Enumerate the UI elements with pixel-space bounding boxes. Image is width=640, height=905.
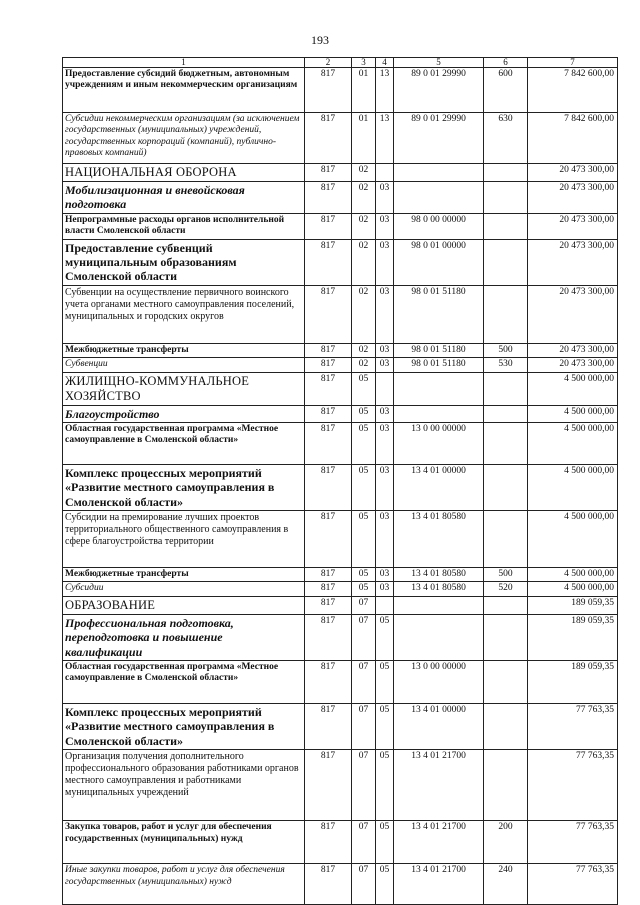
section-code-cell: 05 [352, 464, 376, 510]
expense-type-cell: 520 [484, 582, 528, 596]
subsection-code-cell: 03 [376, 358, 394, 372]
expense-type-cell [484, 614, 528, 660]
admin-code-cell: 817 [305, 213, 352, 239]
admin-code-cell: 817 [305, 358, 352, 372]
expense-type-cell: 530 [484, 358, 528, 372]
item-name-cell: Предоставление субвенций муниципальным образованиям Смоленской области [63, 239, 305, 285]
amount-cell: 4 500 000,00 [528, 372, 618, 405]
section-code-cell: 07 [352, 821, 376, 864]
target-article-cell [394, 372, 484, 405]
target-article-cell: 13 4 01 80580 [394, 568, 484, 582]
section-code-cell: 02 [352, 164, 376, 182]
subsection-code-cell: 03 [376, 213, 394, 239]
column-header: 6 [484, 58, 528, 68]
amount-cell: 77 763,35 [528, 864, 618, 905]
target-article-cell: 98 0 01 00000 [394, 239, 484, 285]
table-row [63, 614, 618, 660]
target-article-cell [394, 182, 484, 214]
target-article-cell: 13 4 01 80580 [394, 582, 484, 596]
table-row [63, 422, 618, 464]
subsection-code-cell [376, 372, 394, 405]
item-name-cell: Субвенции на осуществление первичного воинского учета органами местного самоуправления поселений, муниципальных и городских округов [63, 285, 305, 343]
target-article-cell: 89 0 01 29990 [394, 68, 484, 113]
section-code-cell: 07 [352, 750, 376, 821]
subsection-code-cell: 03 [376, 405, 394, 422]
target-article-cell: 89 0 01 29990 [394, 113, 484, 164]
amount-cell: 4 500 000,00 [528, 464, 618, 510]
admin-code-cell: 817 [305, 239, 352, 285]
amount-cell: 20 473 300,00 [528, 285, 618, 343]
expense-type-cell [484, 164, 528, 182]
table-row [63, 864, 618, 905]
amount-cell: 189 059,35 [528, 614, 618, 660]
section-code-cell: 05 [352, 582, 376, 596]
subsection-code-cell: 03 [376, 182, 394, 214]
table-row [63, 358, 618, 372]
section-code-cell: 07 [352, 614, 376, 660]
item-name-cell: Субсидии некоммерческим организациям (за исключением государственных (муниципальных) учреждений, государственных корпораций (компаний), публично-правовых компаний) [63, 113, 305, 164]
admin-code-cell: 817 [305, 343, 352, 357]
admin-code-cell: 817 [305, 372, 352, 405]
table-row [63, 661, 618, 704]
amount-cell: 4 500 000,00 [528, 511, 618, 568]
target-article-cell: 13 4 01 21700 [394, 864, 484, 905]
subsection-code-cell [376, 596, 394, 614]
table-row [63, 704, 618, 750]
subsection-code-cell: 13 [376, 113, 394, 164]
admin-code-cell: 817 [305, 511, 352, 568]
admin-code-cell: 817 [305, 864, 352, 905]
item-name-cell: Закупка товаров, работ и услуг для обеспечения государственных (муниципальных) нужд [63, 821, 305, 864]
amount-cell: 7 842 600,00 [528, 68, 618, 113]
expense-type-cell [484, 213, 528, 239]
table-row [63, 164, 618, 182]
section-code-cell: 02 [352, 343, 376, 357]
expense-type-cell [484, 750, 528, 821]
section-code-cell: 02 [352, 239, 376, 285]
table-row [63, 285, 618, 343]
target-article-cell: 98 0 01 51180 [394, 358, 484, 372]
expense-type-cell [484, 511, 528, 568]
section-code-cell: 02 [352, 285, 376, 343]
amount-cell: 20 473 300,00 [528, 343, 618, 357]
table-row [63, 821, 618, 864]
amount-cell: 4 500 000,00 [528, 405, 618, 422]
target-article-cell: 13 4 01 21700 [394, 750, 484, 821]
subsection-code-cell: 05 [376, 614, 394, 660]
subsection-code-cell: 05 [376, 704, 394, 750]
subsection-code-cell: 13 [376, 68, 394, 113]
section-code-cell: 05 [352, 422, 376, 464]
admin-code-cell: 817 [305, 704, 352, 750]
subsection-code-cell: 03 [376, 239, 394, 285]
amount-cell: 77 763,35 [528, 821, 618, 864]
amount-cell: 20 473 300,00 [528, 213, 618, 239]
amount-cell: 189 059,35 [528, 661, 618, 704]
amount-cell: 4 500 000,00 [528, 582, 618, 596]
section-code-cell: 05 [352, 405, 376, 422]
section-code-cell: 02 [352, 358, 376, 372]
target-article-cell [394, 164, 484, 182]
table-row [63, 750, 618, 821]
column-header: 4 [376, 58, 394, 68]
admin-code-cell: 817 [305, 405, 352, 422]
target-article-cell: 98 0 01 51180 [394, 343, 484, 357]
target-article-cell: 13 4 01 00000 [394, 704, 484, 750]
table-row [63, 239, 618, 285]
target-article-cell [394, 596, 484, 614]
admin-code-cell: 817 [305, 422, 352, 464]
expense-type-cell: 600 [484, 68, 528, 113]
item-name-cell: Областная государственная программа «Местное самоуправление в Смоленской области» [63, 661, 305, 704]
amount-cell: 20 473 300,00 [528, 164, 618, 182]
section-code-cell: 02 [352, 213, 376, 239]
expense-type-cell [484, 405, 528, 422]
target-article-cell: 13 4 01 21700 [394, 821, 484, 864]
item-name-cell: Предоставление субсидий бюджетным, автономным учреждениям и иным некоммерческим организациям [63, 68, 305, 113]
expense-type-cell [484, 464, 528, 510]
column-header: 7 [528, 58, 618, 68]
table-row [63, 582, 618, 596]
item-name-cell: Профессиональная подготовка, переподготовка и повышение квалификации [63, 614, 305, 660]
table-row [63, 372, 618, 405]
section-code-cell: 07 [352, 704, 376, 750]
item-name-cell: Субсидии [63, 582, 305, 596]
subsection-code-cell: 03 [376, 343, 394, 357]
item-name-cell: Субсидии на премирование лучших проектов территориального общественного самоуправления в сфере благоустройства территории [63, 511, 305, 568]
item-name-cell: Комплекс процессных мероприятий «Развитие местного самоуправления в Смоленской области» [63, 704, 305, 750]
section-code-cell: 05 [352, 372, 376, 405]
section-code-cell: 05 [352, 511, 376, 568]
expense-type-cell [484, 704, 528, 750]
table-row [63, 464, 618, 510]
target-article-cell: 98 0 00 00000 [394, 213, 484, 239]
section-code-cell: 02 [352, 182, 376, 214]
column-header: 3 [352, 58, 376, 68]
item-name-cell: Организация получения дополнительного профессионального образования работниками органов местного самоуправления и работниками муниципальных учреждений [63, 750, 305, 821]
section-code-cell: 05 [352, 568, 376, 582]
admin-code-cell: 817 [305, 285, 352, 343]
target-article-cell: 13 4 01 00000 [394, 464, 484, 510]
subsection-code-cell: 05 [376, 750, 394, 821]
amount-cell: 20 473 300,00 [528, 239, 618, 285]
subsection-code-cell: 03 [376, 568, 394, 582]
subsection-code-cell: 05 [376, 864, 394, 905]
table-row [63, 182, 618, 214]
table-row [63, 213, 618, 239]
item-name-cell: Субвенции [63, 358, 305, 372]
expense-type-cell: 200 [484, 821, 528, 864]
column-number-row [63, 58, 618, 68]
amount-cell: 77 763,35 [528, 750, 618, 821]
expense-type-cell [484, 239, 528, 285]
admin-code-cell: 817 [305, 164, 352, 182]
table-row [63, 596, 618, 614]
admin-code-cell: 817 [305, 614, 352, 660]
table-row [63, 68, 618, 113]
amount-cell: 4 500 000,00 [528, 422, 618, 464]
subsection-code-cell: 03 [376, 285, 394, 343]
item-name-cell: Мобилизационная и вневойсковая подготовка [63, 182, 305, 214]
section-code-cell: 07 [352, 596, 376, 614]
target-article-cell: 13 0 00 00000 [394, 422, 484, 464]
item-name-cell: НАЦИОНАЛЬНАЯ ОБОРОНА [63, 164, 305, 182]
subsection-code-cell: 03 [376, 582, 394, 596]
expense-type-cell [484, 285, 528, 343]
section-code-cell: 07 [352, 864, 376, 905]
admin-code-cell: 817 [305, 113, 352, 164]
admin-code-cell: 817 [305, 596, 352, 614]
expense-type-cell: 500 [484, 343, 528, 357]
expense-type-cell [484, 596, 528, 614]
item-name-cell: Благоустройство [63, 405, 305, 422]
subsection-code-cell: 05 [376, 661, 394, 704]
subsection-code-cell: 03 [376, 511, 394, 568]
expense-type-cell [484, 422, 528, 464]
section-code-cell: 07 [352, 661, 376, 704]
target-article-cell: 13 4 01 80580 [394, 511, 484, 568]
target-article-cell [394, 614, 484, 660]
subsection-code-cell: 05 [376, 821, 394, 864]
amount-cell: 77 763,35 [528, 704, 618, 750]
admin-code-cell: 817 [305, 68, 352, 113]
target-article-cell [394, 405, 484, 422]
subsection-code-cell [376, 164, 394, 182]
admin-code-cell: 817 [305, 464, 352, 510]
expense-type-cell [484, 372, 528, 405]
amount-cell: 20 473 300,00 [528, 358, 618, 372]
amount-cell: 4 500 000,00 [528, 568, 618, 582]
item-name-cell: Иные закупки товаров, работ и услуг для обеспечения государственных (муниципальных) нужд [63, 864, 305, 905]
item-name-cell: Непрограммные расходы органов исполнительной власти Смоленской области [63, 213, 305, 239]
admin-code-cell: 817 [305, 750, 352, 821]
expense-type-cell: 500 [484, 568, 528, 582]
expense-type-cell: 240 [484, 864, 528, 905]
admin-code-cell: 817 [305, 821, 352, 864]
amount-cell: 20 473 300,00 [528, 182, 618, 214]
column-header: 1 [63, 58, 305, 68]
table-row [63, 511, 618, 568]
expense-type-cell [484, 661, 528, 704]
target-article-cell: 98 0 01 51180 [394, 285, 484, 343]
admin-code-cell: 817 [305, 568, 352, 582]
item-name-cell: ЖИЛИЩНО-КОММУНАЛЬНОЕ ХОЗЯЙСТВО [63, 372, 305, 405]
expense-type-cell [484, 182, 528, 214]
subsection-code-cell: 03 [376, 464, 394, 510]
amount-cell: 7 842 600,00 [528, 113, 618, 164]
table-row [63, 405, 618, 422]
item-name-cell: Межбюджетные трансферты [63, 568, 305, 582]
section-code-cell: 01 [352, 68, 376, 113]
item-name-cell: Комплекс процессных мероприятий «Развитие местного самоуправления в Смоленской области» [63, 464, 305, 510]
section-code-cell: 01 [352, 113, 376, 164]
admin-code-cell: 817 [305, 582, 352, 596]
table-row [63, 343, 618, 357]
table-row [63, 568, 618, 582]
page-number: 193 [311, 33, 329, 47]
item-name-cell: ОБРАЗОВАНИЕ [63, 596, 305, 614]
column-header: 5 [394, 58, 484, 68]
item-name-cell: Областная государственная программа «Местное самоуправление в Смоленской области» [63, 422, 305, 464]
subsection-code-cell: 03 [376, 422, 394, 464]
target-article-cell: 13 0 00 00000 [394, 661, 484, 704]
expense-type-cell: 630 [484, 113, 528, 164]
admin-code-cell: 817 [305, 661, 352, 704]
budget-table [62, 57, 618, 905]
item-name-cell: Межбюджетные трансферты [63, 343, 305, 357]
table-row [63, 113, 618, 164]
admin-code-cell: 817 [305, 182, 352, 214]
column-header: 2 [305, 58, 352, 68]
amount-cell: 189 059,35 [528, 596, 618, 614]
